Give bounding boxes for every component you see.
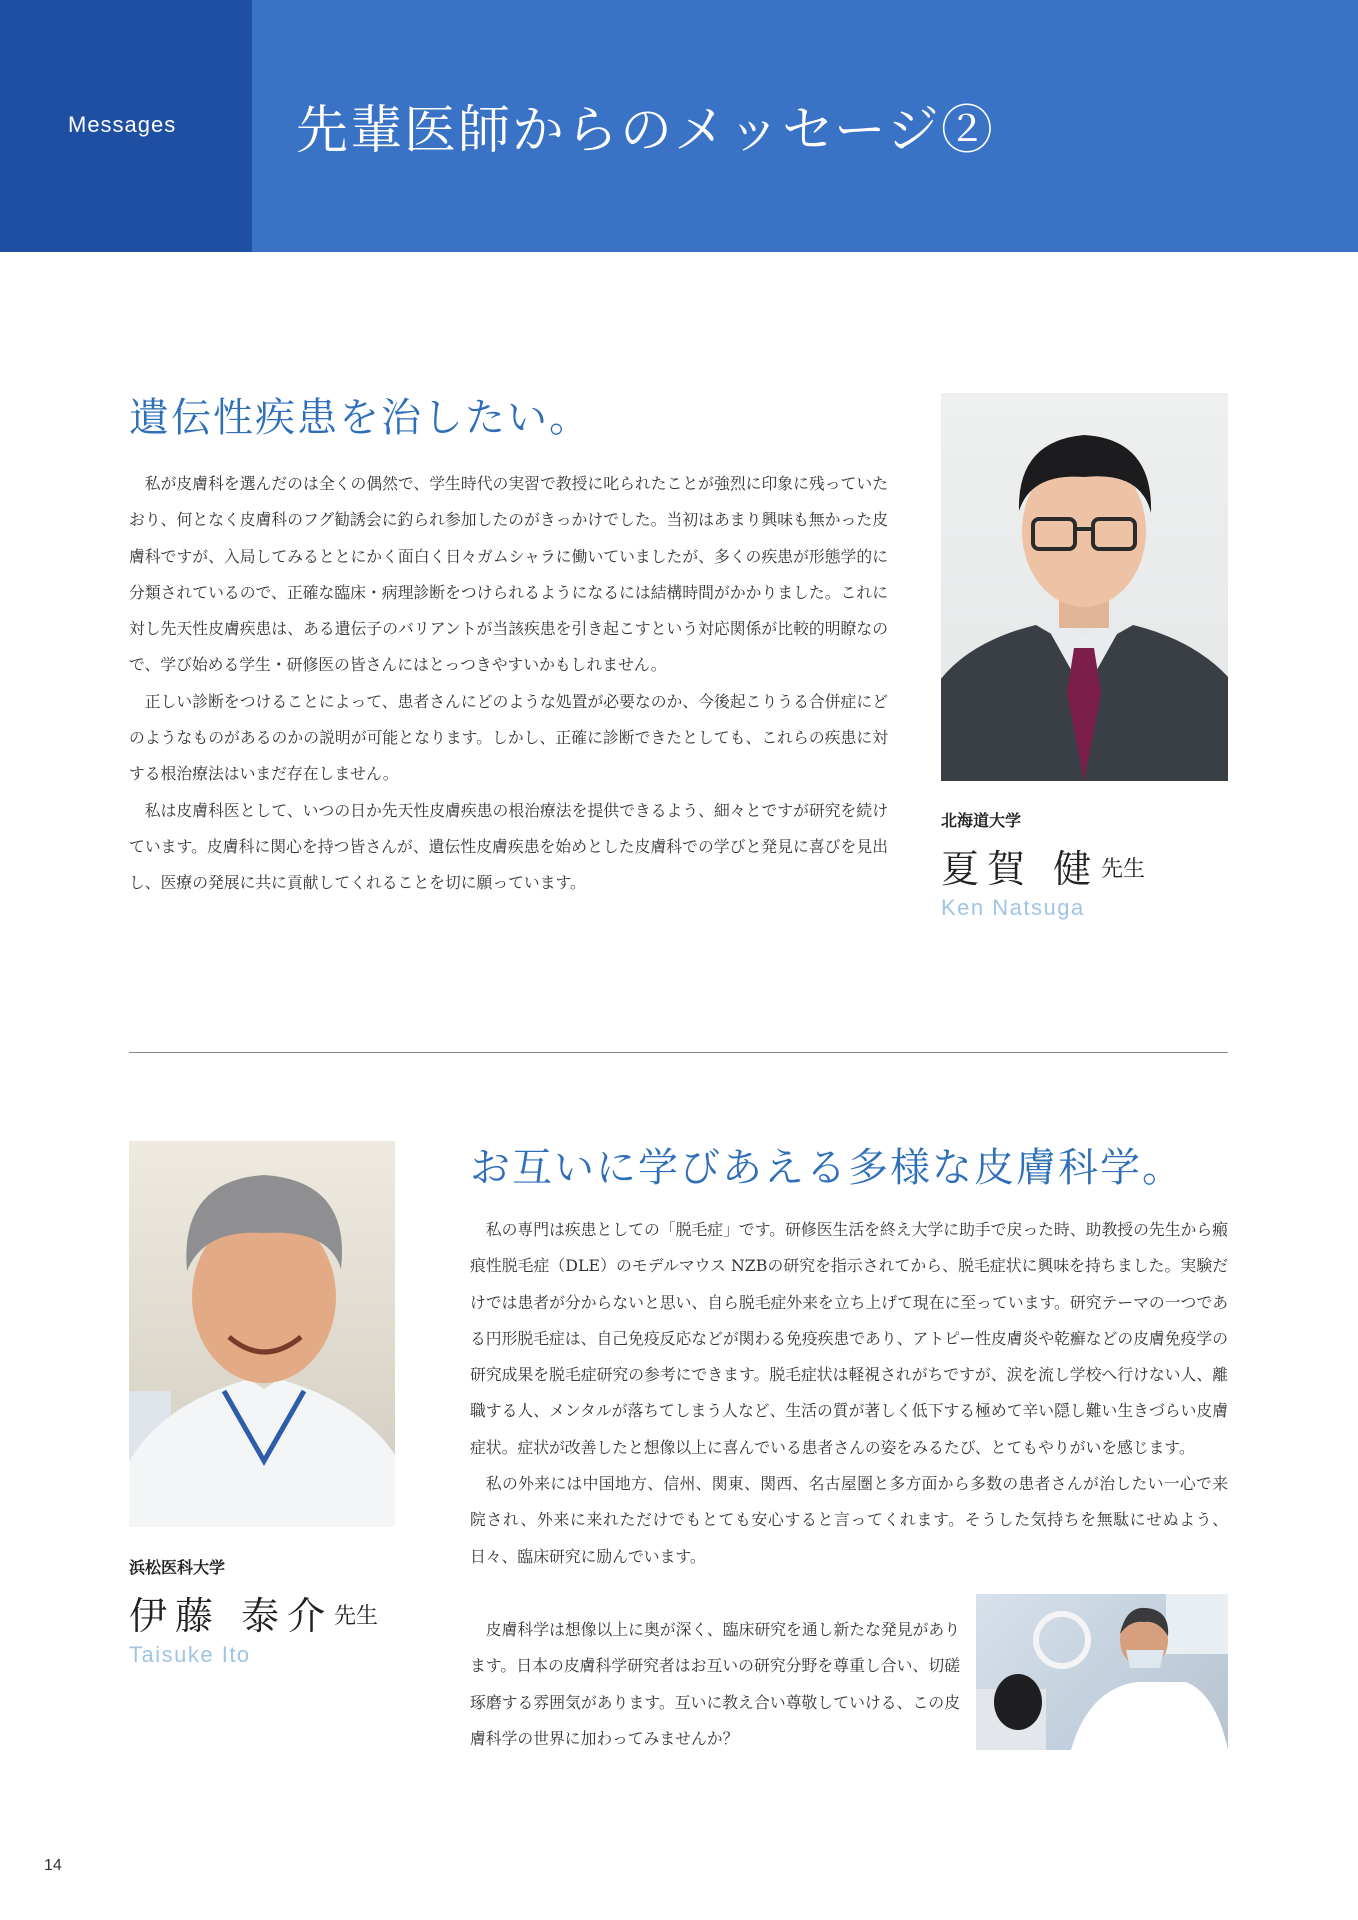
section1-title: 遺伝性疾患を治したい。 bbox=[129, 395, 591, 441]
section2-paragraph: 私の専門は疾患としての「脱毛症」です。研修医生活を終え大学に助手で戻った時、助教授の先生から瘢痕性脱毛症（DLE）のモデルマウス NZBの研究を指示されてから、脱毛症状に興味を持ちました。実験だけでは患者が分からないと思い、自ら脱毛症外来を立ち上げて現在に至っています。研究テーマの一つである円形脱毛症は、自己免疫反応などが関わる免疫疾患であり、アトピー性皮膚炎や乾癬などの皮膚免疫学の研究成果を脱毛症研究の参考にできます。脱毛症状は軽視されがちですが、涙を流し学校へ行けない人、離職する人、メンタルが落ちてしまう人など、生活の質が著しく低下する極めて辛い隠し難い生きづらい皮膚症状。症状が改善したと想像以上に喜んでいる患者さんの姿をみるたび、とてもやりがいを感じます。 bbox=[470, 1220, 1228, 1457]
section1-doctor-name: 夏賀 健 bbox=[941, 847, 1100, 891]
section-divider bbox=[129, 1052, 1228, 1053]
page-title: 先輩医師からのメッセージ② bbox=[296, 101, 995, 161]
section2-body-wrapped bbox=[470, 1612, 960, 1757]
portrait-taisuke-ito bbox=[129, 1141, 395, 1527]
section2-honorific: 先生 bbox=[334, 1604, 379, 1629]
clinic-photo bbox=[976, 1594, 1228, 1750]
section1-affiliation: 北海道大学 bbox=[941, 813, 1022, 830]
header-label: Messages bbox=[68, 112, 177, 137]
section2-doctor-name: 伊藤 泰介 bbox=[129, 1594, 334, 1638]
section1-body bbox=[129, 466, 888, 902]
section1-paragraph: 私が皮膚科を選んだのは全くの偶然で、学生時代の実習で教授に叱られたことが強烈に印象に残っていたおり、何となく皮膚科のフグ勧誘会に釣られ参加したのがきっかけでした。当初はあまり興味も無かった皮膚科ですが、入局してみるととにかく面白く日々ガムシャラに働いていましたが、多くの疾患が形態学的に分類されているので、正確な臨床・病理診断をつけられるようになるには結構時間がかかりました。これに対し先天性皮膚疾患は、ある遺伝子のバリアントが当該疾患を引き起こすという対応関係が比較的明瞭なので、学び始める学生・研修医の皆さんにはとっつきやすいかもしれません。 bbox=[129, 474, 888, 675]
section2-paragraph: 皮膚科学は想像以上に奥が深く、臨床研究を通し新たな発見があります。日本の皮膚科学研究者はお互いの研究分野を尊重し合い、切磋琢磨する雰囲気があります。互いに教え合い尊敬していける、この皮膚科学の世界に加わってみませんか？ bbox=[470, 1620, 960, 1748]
section2-body bbox=[470, 1212, 1228, 1575]
section2-romaji: Taisuke Ito bbox=[129, 1642, 251, 1667]
section2-paragraph: 私の外来には中国地方、信州、関東、関西、名古屋圏と多方面から多数の患者さんが治したい一心で来院され、外来に来れただけでもとても安心すると言ってくれます。そうした気持ちを無駄にせぬよう、日々、臨床研究に励んでいます。 bbox=[470, 1474, 1228, 1566]
page-number: 14 bbox=[44, 1857, 62, 1874]
section1-honorific: 先生 bbox=[1101, 857, 1146, 882]
section2-title: お互いに学びあえる多様な皮膚科学。 bbox=[470, 1145, 1184, 1191]
section1-paragraph: 正しい診断をつけることによって、患者さんにどのような処置が必要なのか、今後起こりうる合併症にどのようなものがあるのかの説明が可能となります。しかし、正確に診断できたとしても、これらの疾患に対する根治療法はいまだ存在しません。 bbox=[129, 691, 888, 784]
portrait-ken-natsuga bbox=[941, 393, 1228, 781]
section1-paragraph: 私は皮膚科医として、いつの日か先天性皮膚疾患の根治療法を提供できるよう、細々とですが研究を続けています。皮膚科に関心を持つ皆さんが、遺伝性皮膚疾患を始めとした皮膚科での学びと発見に喜びを見出し、医療の発展に共に貢献してくれることを切に願っています。 bbox=[129, 800, 888, 893]
section1-romaji: Ken Natsuga bbox=[941, 895, 1085, 920]
section2-affiliation: 浜松医科大学 bbox=[129, 1560, 226, 1577]
